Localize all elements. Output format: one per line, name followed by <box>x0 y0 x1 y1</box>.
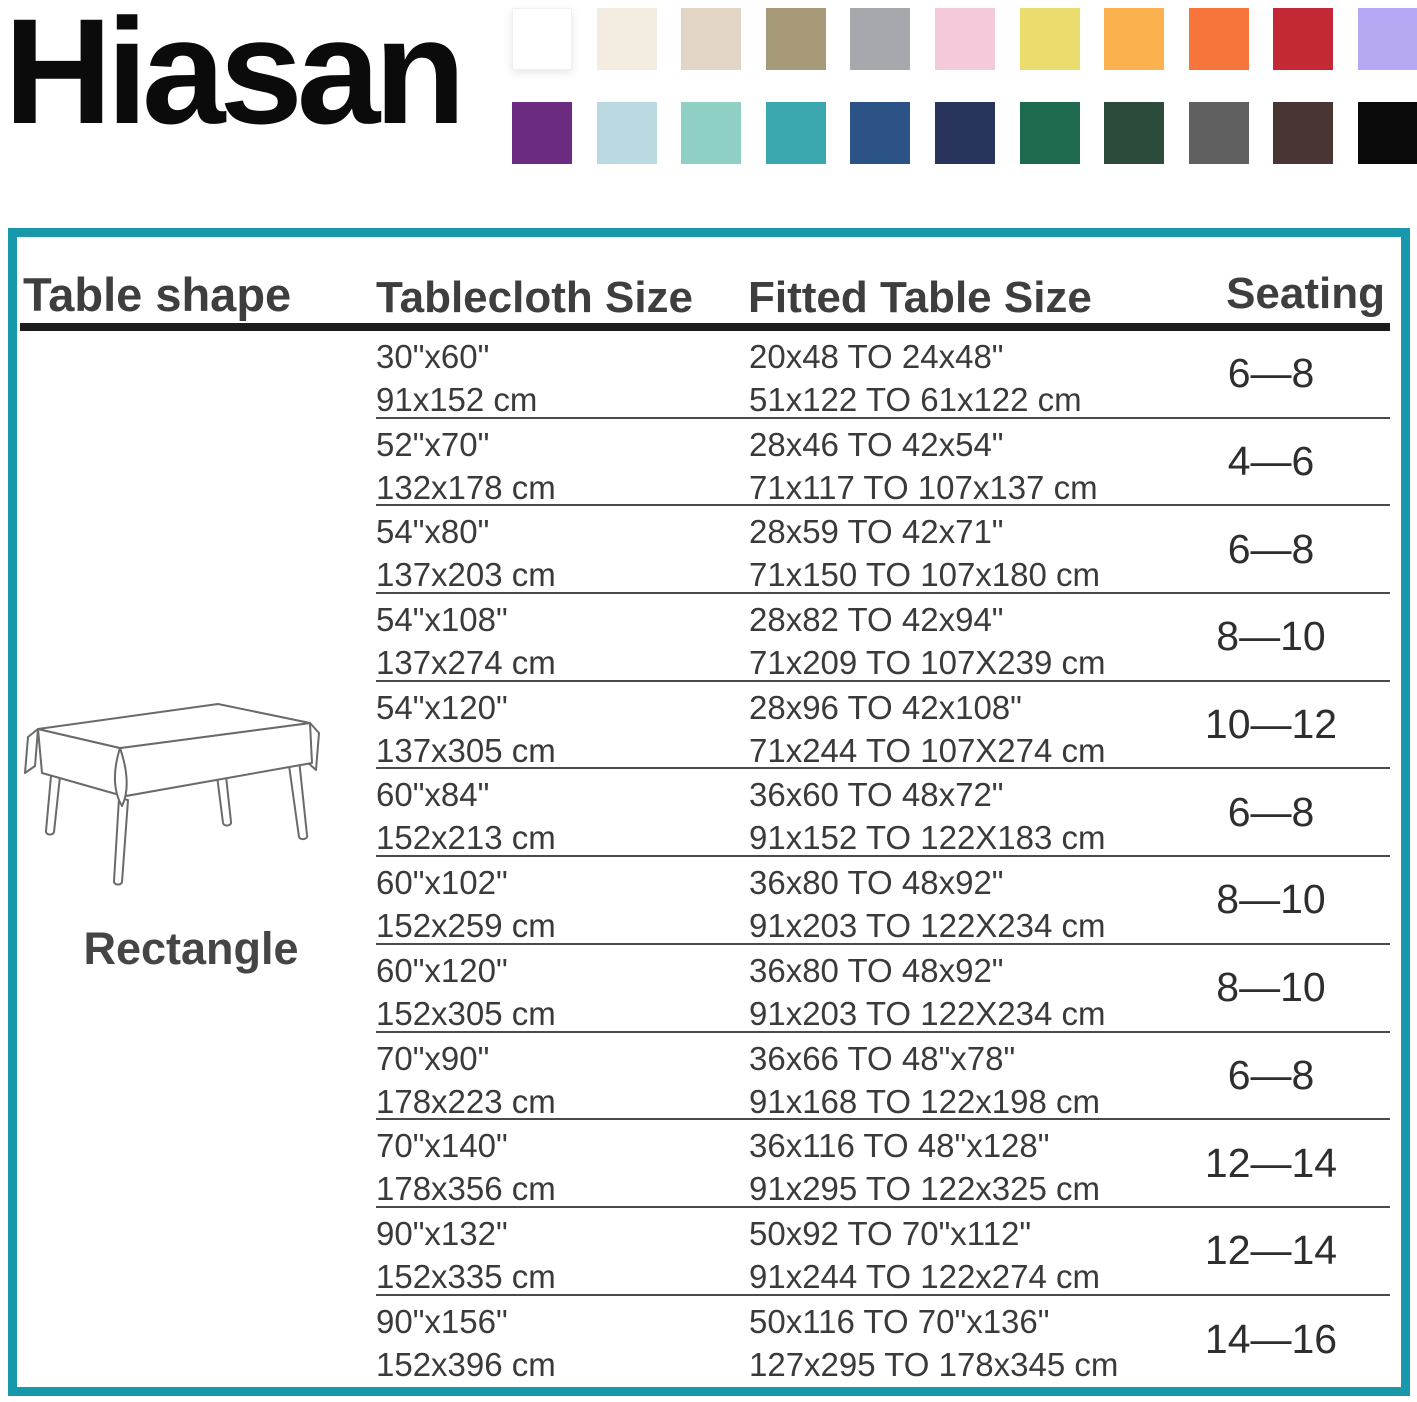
seating-cell: 8—10 <box>1216 964 1326 1011</box>
tablecloth-size-cm: 178x223 cm <box>376 1082 556 1120</box>
fitted-table-size-cell <box>749 1124 1100 1210</box>
size-row <box>376 857 1390 945</box>
tablecloth-size-inches: 54"x108" <box>376 601 508 639</box>
swatch-yellow <box>1020 8 1080 70</box>
swatch-khaki <box>766 8 826 70</box>
fitted-table-size-cell <box>749 861 1106 947</box>
tablecloth-size-cell <box>376 510 556 596</box>
fitted-size-inches: 50x116 TO 70"x136" <box>749 1302 1050 1340</box>
size-rows <box>376 331 1390 1383</box>
tablecloth-size-cell <box>376 1212 556 1298</box>
swatch-navy <box>935 102 995 164</box>
swatch-black <box>1358 102 1417 164</box>
fitted-size-inches: 36x116 TO 48"x128" <box>749 1127 1050 1165</box>
seating-cell: 14—16 <box>1204 1315 1338 1362</box>
size-row <box>376 1208 1390 1296</box>
fitted-size-cm: 91x244 TO 122x274 cm <box>749 1257 1101 1295</box>
swatch-red <box>1273 8 1333 70</box>
fitted-size-inches: 36x80 TO 48x92" <box>749 864 1004 902</box>
swatch-green <box>1020 102 1080 164</box>
fitted-size-cm: 91x203 TO 122X234 cm <box>749 907 1106 945</box>
size-row <box>376 506 1390 594</box>
tablecloth-size-cell <box>376 423 556 509</box>
fitted-size-inches: 36x60 TO 48x72" <box>749 776 1004 814</box>
seating-cell: 6—8 <box>1227 525 1315 572</box>
tablecloth-size-cell <box>376 949 556 1035</box>
fitted-size-inches: 28x82 TO 42x94" <box>749 601 1004 639</box>
brand-logo: Hiasan <box>4 0 460 155</box>
tablecloth-size-cm: 137x203 cm <box>376 556 556 594</box>
fitted-size-cm: 91x168 TO 122x198 cm <box>749 1082 1101 1120</box>
seating-cell: 6—8 <box>1227 1051 1315 1098</box>
swatch-pink <box>935 8 995 70</box>
tablecloth-size-inches: 60"x84" <box>376 776 490 814</box>
size-row <box>376 682 1390 770</box>
size-row <box>376 945 1390 1033</box>
fitted-size-cm: 127x295 TO 178x345 cm <box>749 1345 1119 1383</box>
fitted-table-size-cell <box>749 598 1106 684</box>
tablecloth-size-cm: 137x305 cm <box>376 731 556 769</box>
fitted-table-size-cell <box>749 335 1082 421</box>
swatch-white <box>512 8 572 70</box>
size-row <box>376 1033 1390 1121</box>
swatch-beige <box>681 8 741 70</box>
tablecloth-size-cell <box>376 773 556 859</box>
tablecloth-size-cell <box>376 861 556 947</box>
seating-cell: 12—14 <box>1204 1227 1338 1274</box>
tablecloth-size-cm: 152x396 cm <box>376 1345 556 1383</box>
seating-cell: 8—10 <box>1216 613 1326 660</box>
tablecloth-size-inches: 54"x80" <box>376 513 490 551</box>
fitted-size-cm: 71x244 TO 107X274 cm <box>749 731 1106 769</box>
fitted-size-cm: 91x203 TO 122X234 cm <box>749 994 1106 1032</box>
tablecloth-size-cell <box>376 1300 556 1386</box>
seating-cell: 8—10 <box>1216 876 1326 923</box>
fitted-size-inches: 20x48 TO 24x48" <box>749 338 1004 375</box>
size-row <box>376 1120 1390 1208</box>
tablecloth-size-cm: 152x259 cm <box>376 907 556 945</box>
swatch-ivory <box>597 8 657 70</box>
tablecloth-size-inches: 30"x60" <box>376 338 490 375</box>
tablecloth-size-cell <box>376 335 537 421</box>
rectangle-table-icon <box>22 693 322 893</box>
tablecloth-size-inches: 60"x120" <box>376 951 508 989</box>
seating-cell: 4—6 <box>1227 438 1315 485</box>
tablecloth-size-cell <box>376 1124 556 1210</box>
fitted-size-inches: 28x46 TO 42x54" <box>749 425 1004 463</box>
swatch-gray <box>850 8 910 70</box>
column-header-fitted-table-size: Fitted Table Size <box>748 273 1092 322</box>
tablecloth-size-inches: 54"x120" <box>376 688 508 726</box>
size-row <box>376 1296 1390 1384</box>
tablecloth-size-inches: 70"x90" <box>376 1039 490 1077</box>
fitted-table-size-cell <box>749 423 1098 509</box>
fitted-size-cm: 71x150 TO 107x180 cm <box>749 556 1101 594</box>
size-row <box>376 331 1390 419</box>
fitted-table-size-cell <box>749 686 1106 772</box>
fitted-table-size-cell <box>749 1300 1118 1386</box>
seating-cell: 12—14 <box>1204 1139 1338 1186</box>
tablecloth-size-inches: 90"x132" <box>376 1214 508 1252</box>
tablecloth-size-inches: 60"x102" <box>376 864 508 902</box>
color-swatch-grid <box>0 0 1417 180</box>
fitted-size-cm: 51x122 TO 61x122 cm <box>749 381 1082 418</box>
swatch-aqua <box>681 102 741 164</box>
fitted-size-cm: 71x117 TO 107x137 cm <box>749 468 1098 506</box>
fitted-size-inches: 28x59 TO 42x71" <box>749 513 1004 551</box>
size-chart <box>8 228 1410 1396</box>
header-divider-rule <box>20 323 1390 331</box>
tablecloth-size-cm: 178x356 cm <box>376 1170 556 1208</box>
swatch-orange <box>1189 8 1249 70</box>
fitted-table-size-cell <box>749 949 1106 1035</box>
fitted-size-inches: 50x92 TO 70"x112" <box>749 1214 1032 1252</box>
swatch-dark-green <box>1104 102 1164 164</box>
tablecloth-size-cm: 152x305 cm <box>376 994 556 1032</box>
swatch-lavender <box>1358 8 1417 70</box>
tablecloth-size-cm: 91x152 cm <box>376 381 538 418</box>
fitted-size-inches: 28x96 TO 42x108" <box>749 688 1022 726</box>
tablecloth-size-inches: 90"x156" <box>376 1302 508 1340</box>
tablecloth-size-cm: 137x274 cm <box>376 644 556 682</box>
seating-cell: 6—8 <box>1227 788 1315 835</box>
swatch-blue <box>850 102 910 164</box>
fitted-size-inches: 36x80 TO 48x92" <box>749 951 1004 989</box>
swatch-teal <box>766 102 826 164</box>
shape-label: Rectangle <box>83 923 299 974</box>
tablecloth-size-cm: 152x335 cm <box>376 1257 556 1295</box>
size-row <box>376 769 1390 857</box>
fitted-size-inches: 36x66 TO 48"x78" <box>749 1039 1016 1077</box>
tablecloth-size-inches: 70"x140" <box>376 1127 508 1165</box>
swatch-dark-gray <box>1189 102 1249 164</box>
column-header-tablecloth-size: Tablecloth Size <box>376 273 694 322</box>
fitted-size-cm: 91x152 TO 122X183 cm <box>749 819 1106 857</box>
fitted-size-cm: 71x209 TO 107X239 cm <box>749 644 1106 682</box>
swatch-light-orange <box>1104 8 1164 70</box>
swatch-brown <box>1273 102 1333 164</box>
seating-cell: 6—8 <box>1227 350 1315 397</box>
swatch-purple <box>512 102 572 164</box>
tablecloth-size-cell <box>376 598 556 684</box>
seating-cell: 10—12 <box>1204 701 1338 748</box>
fitted-table-size-cell <box>749 510 1100 596</box>
column-header-seating: Seating <box>1226 269 1385 318</box>
fitted-size-cm: 91x295 TO 122x325 cm <box>749 1170 1101 1208</box>
fitted-table-size-cell <box>749 1037 1100 1123</box>
size-row <box>376 594 1390 682</box>
tablecloth-size-cell <box>376 686 556 772</box>
tablecloth-size-cm: 152x213 cm <box>376 819 556 857</box>
tablecloth-size-cm: 132x178 cm <box>376 468 556 506</box>
size-row <box>376 419 1390 507</box>
tablecloth-size-inches: 52"x70" <box>376 425 490 463</box>
column-header-table-shape: Table shape <box>23 268 292 321</box>
tablecloth-size-cell <box>376 1037 556 1123</box>
fitted-table-size-cell <box>749 773 1106 859</box>
fitted-table-size-cell <box>749 1212 1100 1298</box>
swatch-light-blue <box>597 102 657 164</box>
